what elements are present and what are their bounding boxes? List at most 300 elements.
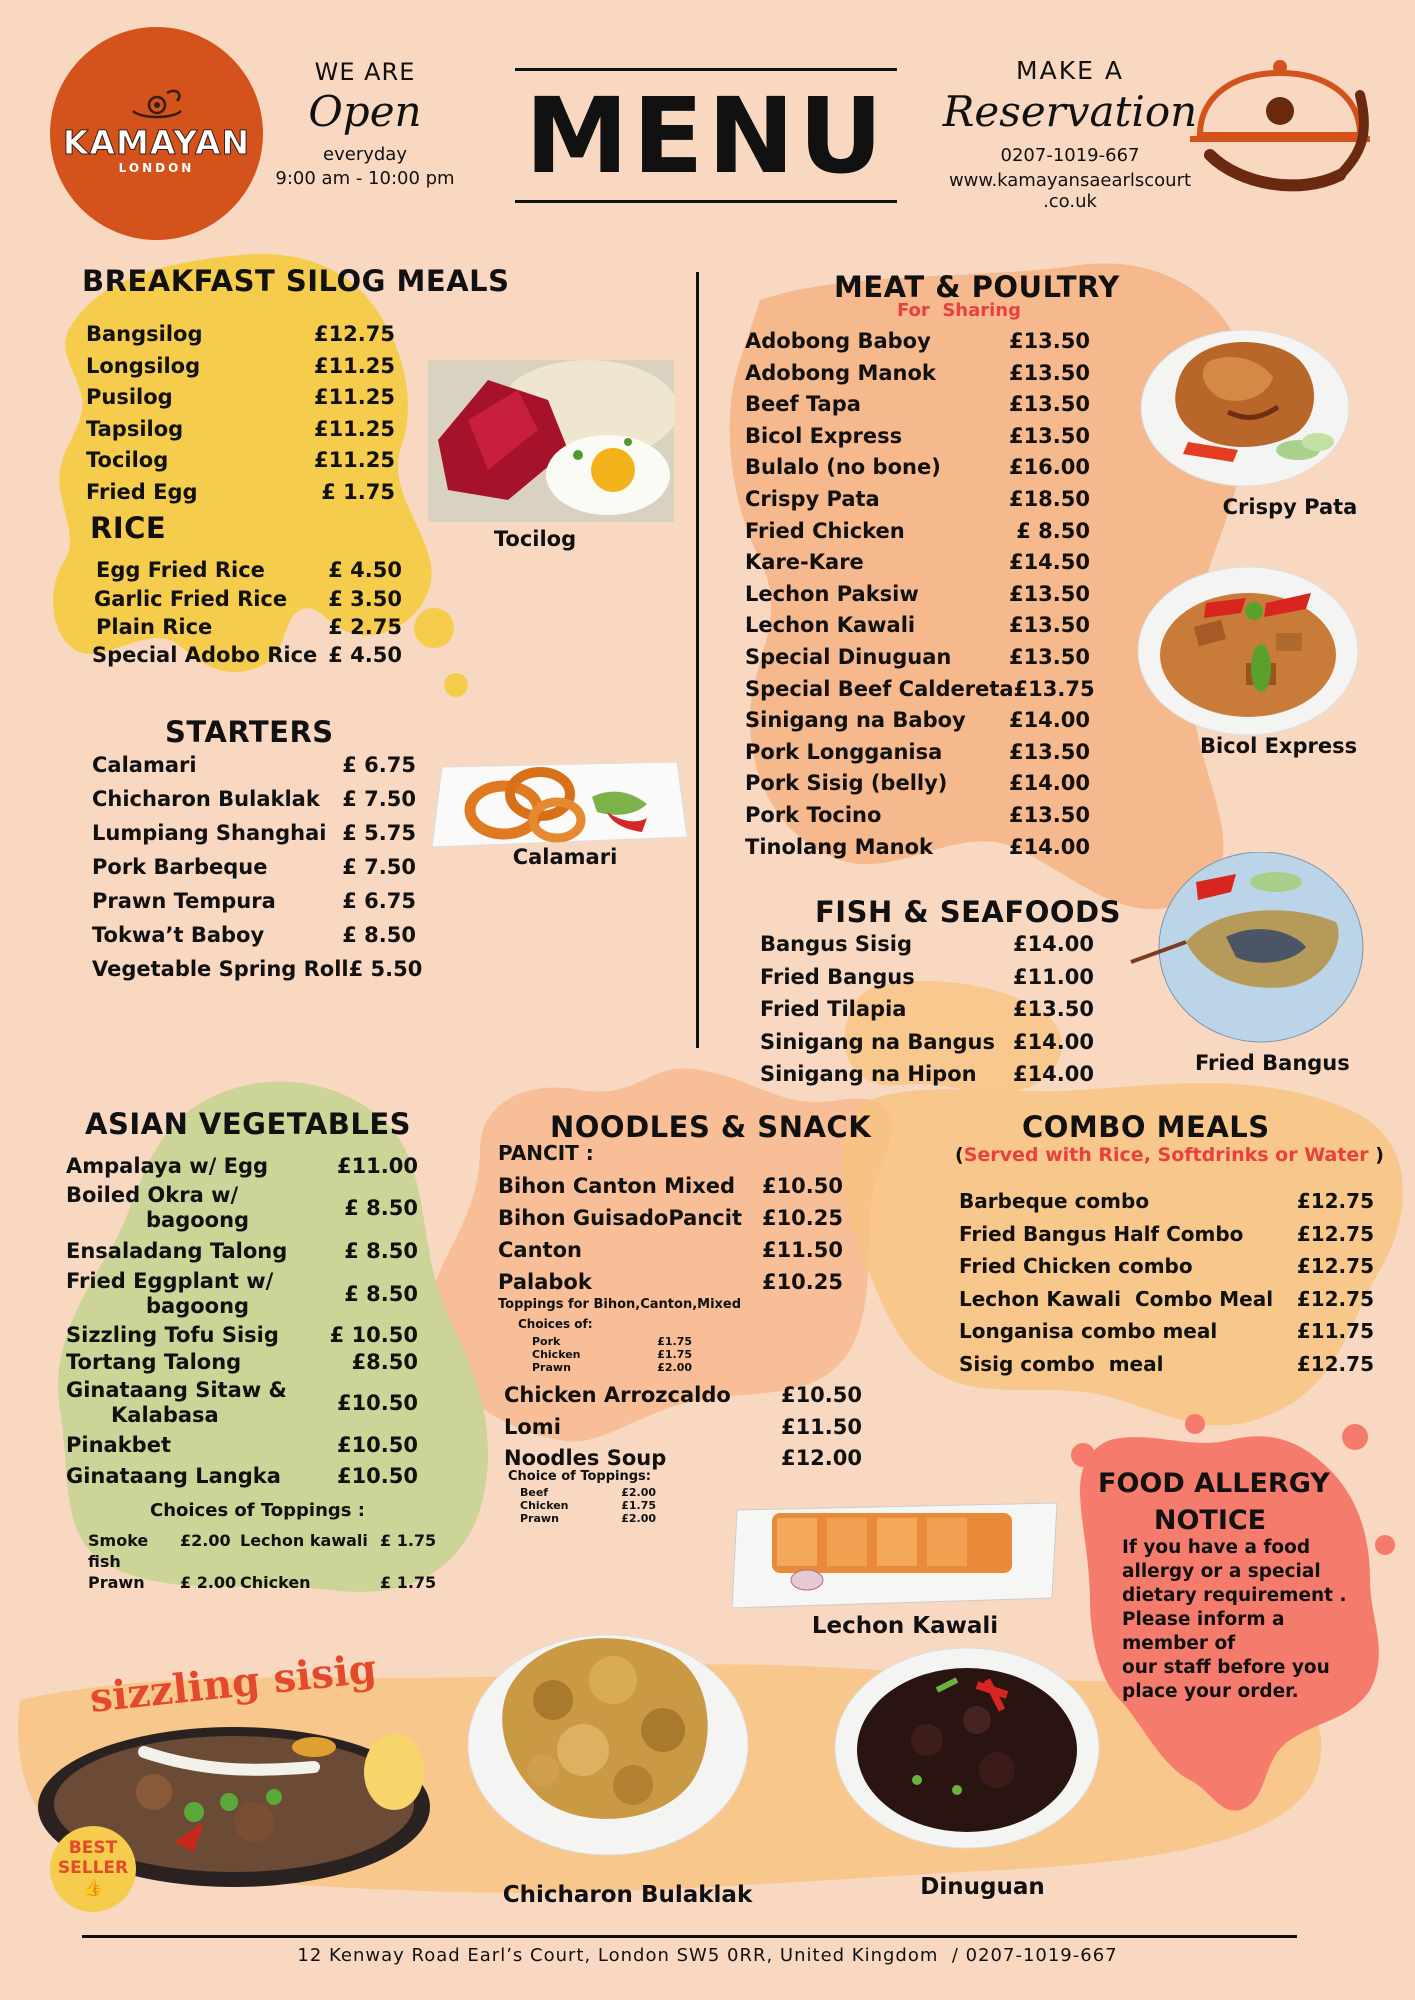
meat-title: MEAT & POULTRY [834, 270, 1120, 304]
choice-price: £2.00 [657, 1361, 692, 1374]
item-price: £13.50 [1008, 360, 1090, 385]
item-price: £12.75 [1296, 1254, 1374, 1278]
item-price: £14.00 [1012, 1029, 1094, 1054]
menu-item [745, 421, 1090, 453]
noodle-choices [532, 1335, 692, 1374]
footer-address: 12 Kenway Road Earl’s Court, London SW5 0RR, United Kingdom / 0207-1019-667 [297, 1945, 1118, 1966]
item-name-line2: bagoong [146, 1294, 250, 1318]
menu-item [745, 642, 1090, 674]
item-name: Fried Chicken [745, 518, 905, 543]
item-name: Adobong Manok [745, 360, 936, 385]
fish-section [815, 895, 1121, 929]
item-price: £11.25 [313, 353, 395, 378]
combo-subtitle [955, 1144, 1384, 1166]
allergy-title-2: NOTICE [1153, 1505, 1267, 1536]
fish-title: FISH & SEAFOODS [815, 895, 1121, 929]
noodles-title: NOODLES & SNACK [550, 1110, 872, 1144]
brand-logo[interactable] [50, 27, 263, 240]
item-name: Sizzling Tofu Sisig [66, 1323, 279, 1347]
item-name: Tocilog [86, 448, 169, 472]
item-price: £10.50 [761, 1174, 843, 1198]
item-name: Special Dinuguan [745, 644, 952, 669]
menu-item [760, 928, 1094, 961]
combo-sub-close: ) [1368, 1144, 1384, 1166]
menu-item [745, 326, 1090, 358]
menu-item [745, 484, 1090, 516]
menu-item [745, 832, 1090, 864]
item-name: Tapsilog [86, 416, 184, 441]
item-name: Calamari [92, 753, 197, 777]
topping-price: £ 1.75 [380, 1573, 437, 1592]
breakfast-title: BREAKFAST SILOG MEALS [82, 264, 510, 298]
hours-open: Open [308, 87, 422, 136]
item-price: £18.50 [1008, 486, 1090, 511]
vegetables-list [66, 1152, 418, 1492]
noodles-section [550, 1110, 871, 1144]
column-divider [696, 272, 699, 1048]
menu-item [66, 1180, 418, 1236]
rice-list [92, 556, 402, 671]
starters-list [92, 748, 423, 986]
menu-item [498, 1266, 843, 1298]
menu-item [92, 884, 416, 918]
menu-item [92, 850, 416, 884]
menu-item [745, 516, 1090, 548]
combo-sub-text: Served with Rice, Softdrinks or Water [963, 1144, 1369, 1166]
menu-item [760, 1058, 1094, 1091]
allergy-line: dietary requirement . [1122, 1585, 1347, 1606]
topping-row [88, 1530, 440, 1572]
choice-name: Pork [532, 1335, 561, 1348]
item-name: Adobong Baboy [745, 329, 931, 353]
veg-toppings-title: Choices of Toppings : [150, 1500, 365, 1521]
item-price: £11.00 [1012, 964, 1094, 989]
noodles-list [498, 1170, 843, 1298]
menu-item [92, 816, 416, 850]
item-price: £ 10.50 [329, 1323, 418, 1347]
soup-toppings [520, 1486, 656, 1525]
item-price: £16.00 [1008, 455, 1090, 480]
noodle-choices-label: Choices of: [518, 1317, 593, 1331]
opening-hours [270, 58, 460, 189]
menu-item [86, 445, 395, 477]
choice-name: Chicken [520, 1499, 569, 1512]
item-name: Sinigang na Baboy [745, 708, 966, 733]
footer-rule [82, 1935, 1297, 1938]
menu-item [66, 1152, 418, 1180]
item-name: Garlic Fried Rice [94, 587, 288, 611]
item-price: £12.75 [1296, 1221, 1374, 1246]
best-seller-line2: SELLER [57, 1858, 129, 1878]
item-name: Lomi [504, 1414, 561, 1439]
menu-item [745, 358, 1090, 390]
item-price: £ 5.50 [348, 957, 423, 981]
item-name: Prawn Tempura [92, 889, 276, 913]
noodle-toppings-note: Toppings for Bihon,Canton,Mixed [498, 1297, 742, 1312]
item-name: Longsilog [86, 353, 201, 378]
brand-sub: LONDON [118, 160, 195, 175]
item-name-line2: Kalabasa [111, 1403, 219, 1427]
menu-item [504, 1412, 862, 1444]
best-seller-line1: BEST [68, 1838, 118, 1858]
breakfast-list [86, 319, 395, 508]
item-name: Tokwa’t Baboy [92, 923, 265, 947]
reservation-web2[interactable]: .co.uk [1043, 191, 1097, 212]
combo-section [1022, 1110, 1270, 1144]
item-price: £13.50 [1008, 644, 1090, 669]
item-price: £13.50 [1008, 613, 1090, 638]
menu-item [86, 319, 395, 351]
item-price: £13.50 [1008, 423, 1090, 448]
menu-item [745, 452, 1090, 484]
item-name: Pork Barbeque [92, 855, 268, 879]
dinuguan-photo [827, 1640, 1107, 1865]
item-name: Special Adobo Rice [92, 643, 318, 667]
chicharon-caption: Chicharon Bulaklak [502, 1882, 753, 1908]
item-price: £ 4.50 [328, 643, 402, 667]
reservation-script: Reservation [942, 87, 1198, 136]
menu-item [745, 800, 1090, 832]
item-name: Sinigang na Bangus [760, 1029, 996, 1054]
calamari-caption: Calamari [512, 845, 618, 869]
allergy-line: place your order. [1122, 1681, 1299, 1702]
noodles-list-2 [504, 1380, 862, 1475]
bicol-express-photo [1136, 563, 1361, 738]
choice-name: Prawn [520, 1512, 559, 1525]
rice-section [90, 511, 166, 545]
menu-title-rule-top [515, 68, 897, 71]
choice-price: £2.00 [621, 1486, 656, 1499]
reservation [920, 56, 1220, 212]
item-name: Pork Longganisa [745, 739, 943, 764]
menu-item [498, 1202, 843, 1234]
item-name: Lechon Paksiw [745, 581, 919, 606]
menu-item [760, 1026, 1094, 1059]
item-price: £11.25 [313, 416, 395, 441]
item-name: Chicken Arrozcaldo [504, 1383, 731, 1407]
item-price: £10.25 [761, 1270, 843, 1294]
item-price: £ 8.50 [344, 1281, 418, 1306]
hours-line1: WE ARE [314, 58, 416, 86]
allergy-text [1122, 1536, 1350, 1704]
item-price: £10.50 [780, 1383, 862, 1407]
menu-item [92, 782, 416, 816]
item-price: £ 1.75 [321, 479, 395, 504]
item-name: Vegetable Spring Roll [92, 957, 349, 981]
item-price: £ 7.50 [342, 855, 416, 879]
topping-name: Chicken [240, 1573, 311, 1592]
fried-bangus-caption: Fried Bangus [1195, 1051, 1350, 1075]
item-name: Fried Eggplant w/ [66, 1269, 274, 1293]
item-name: Pork Tocino [745, 802, 882, 827]
reservation-web1[interactable]: www.kamayansaearlscourt [948, 170, 1192, 191]
item-price: £ 8.50 [344, 1238, 418, 1263]
menu-item [86, 382, 395, 414]
lechon-kawali-photo [732, 1498, 1062, 1613]
soup-toppings-label: Choice of Toppings: [508, 1469, 651, 1484]
item-name: Palabok [498, 1270, 592, 1294]
choice-row [532, 1348, 692, 1361]
menu-item [66, 1236, 418, 1266]
item-price: £14.00 [1012, 932, 1094, 956]
menu-item [745, 579, 1090, 611]
menu-item [745, 389, 1090, 421]
item-name: Tinolang Manok [745, 834, 933, 859]
item-name: Fried Tilapia [760, 997, 907, 1021]
menu-item [92, 614, 402, 640]
menu-item [745, 547, 1090, 579]
item-name: Pusilog [86, 385, 173, 409]
combo-list [959, 1185, 1374, 1380]
hours-time: 9:00 am - 10:00 pm [275, 168, 455, 189]
item-price: £12.00 [780, 1446, 862, 1470]
item-name: Bangus Sisig [760, 932, 912, 956]
menu-title: MENU [524, 75, 888, 197]
item-price: £10.50 [336, 1463, 418, 1488]
item-name: Ginataang Langka [66, 1463, 281, 1488]
lechon-kawali-caption: Lechon Kawali [811, 1613, 999, 1639]
item-price: £ 2.75 [328, 615, 402, 639]
serving-cloche-icon [1180, 55, 1380, 205]
item-name: Fried Bangus Half Combo [959, 1221, 1244, 1246]
item-price: £13.50 [1012, 997, 1094, 1021]
menu-item [66, 1349, 418, 1376]
menu-item [66, 1266, 418, 1322]
item-price: £11.25 [313, 385, 395, 409]
item-name: Bulalo (no bone) [745, 455, 941, 480]
item-price: £13.50 [1008, 581, 1090, 606]
item-name: Plain Rice [96, 615, 213, 639]
item-name: Sisig combo meal [959, 1351, 1164, 1376]
fish-list [760, 928, 1094, 1091]
menu-item [959, 1315, 1374, 1348]
menu-item [745, 705, 1090, 737]
menu-item [86, 477, 395, 509]
item-name: Bangsilog [86, 322, 203, 346]
item-name: Noodles Soup [504, 1446, 667, 1470]
topping-name: Prawn [88, 1573, 145, 1592]
item-price: £11.00 [336, 1153, 418, 1178]
item-price: £11.50 [780, 1414, 862, 1439]
menu-item [66, 1430, 418, 1460]
item-name-line2: bagoong [146, 1208, 250, 1232]
item-price: £12.75 [1296, 1351, 1374, 1376]
item-name: Bicol Express [745, 423, 903, 448]
menu-title-rule-bottom [515, 200, 897, 203]
item-price: £ 4.50 [328, 558, 402, 582]
item-name: Longanisa combo meal [959, 1319, 1218, 1343]
item-name: Lechon Kawali [745, 613, 916, 638]
allergy-line: If you have a food [1122, 1537, 1311, 1558]
item-name: Ensaladang Talong [66, 1238, 288, 1263]
menu-item [959, 1348, 1374, 1381]
combo-sub-open: ( [955, 1144, 964, 1166]
item-price: £12.75 [1296, 1286, 1374, 1311]
menu-item [760, 961, 1094, 994]
bicol-express-caption: Bicol Express [1200, 734, 1358, 758]
pancit-label: PANCIT : [498, 1141, 594, 1165]
topping-price: £2.00 [180, 1531, 231, 1550]
item-price: £ 8.50 [344, 1195, 418, 1220]
tocilog-photo [428, 360, 674, 522]
menu-item [66, 1460, 418, 1492]
item-price: £ 6.75 [342, 753, 416, 777]
item-name: Sinigang na Hipon [760, 1062, 977, 1086]
item-price: £ 8.50 [1016, 518, 1090, 543]
menu-item [745, 737, 1090, 769]
choice-price: £1.75 [657, 1335, 692, 1348]
tocilog-caption: Tocilog [493, 527, 577, 551]
allergy-notice [1090, 1468, 1350, 1704]
item-name: Canton [498, 1238, 582, 1262]
allergy-line: member of [1122, 1633, 1236, 1654]
topping-name: Smoke fish [88, 1531, 149, 1571]
item-price: £12.75 [313, 322, 395, 346]
topping-row [88, 1572, 440, 1593]
menu-item [92, 640, 402, 671]
meat-section [834, 270, 1120, 321]
item-name: Pork Sisig (belly) [745, 771, 948, 796]
choice-name: Beef [520, 1486, 549, 1499]
menu-item [92, 585, 402, 614]
menu-item [92, 952, 423, 986]
item-price: £8.50 [351, 1350, 418, 1374]
dinuguan-caption: Dinuguan [920, 1874, 1045, 1900]
item-price: £13.50 [1008, 329, 1090, 353]
tocilog-illustration [428, 360, 674, 522]
item-name: Lumpiang Shanghai [92, 821, 327, 845]
item-price: £10.50 [336, 1432, 418, 1457]
topping-price: £ 1.75 [380, 1531, 437, 1550]
item-name: Egg Fried Rice [96, 558, 265, 582]
allergy-line: our staff before you [1122, 1657, 1330, 1678]
menu-item [504, 1380, 862, 1412]
menu-item [92, 918, 416, 952]
menu-item [92, 748, 416, 782]
reservation-phone[interactable]: 0207-1019-667 [1000, 145, 1140, 166]
item-price: £14.00 [1008, 708, 1090, 733]
menu-item [745, 768, 1090, 800]
starters-title: STARTERS [165, 715, 334, 749]
brand-name: KAMAYAN [62, 122, 251, 162]
item-name: Fried Bangus [760, 964, 915, 989]
menu-item [498, 1234, 843, 1266]
rice-title: RICE [90, 511, 167, 545]
meat-list [745, 326, 1095, 863]
item-name: Barbeque combo [959, 1189, 1150, 1213]
choice-row [532, 1335, 692, 1348]
item-price: £10.50 [336, 1390, 418, 1415]
menu-item [86, 414, 395, 446]
item-name: Bihon GuisadoPancit [498, 1206, 742, 1230]
item-name: Pinakbet [66, 1432, 171, 1457]
item-price: £11.50 [761, 1238, 843, 1262]
vegetables-title: ASIAN VEGETABLES [85, 1107, 412, 1141]
item-price: £13.75 [1013, 676, 1095, 701]
logo-emblem-icon [127, 85, 187, 125]
item-price: £11.25 [313, 448, 395, 472]
choice-row [532, 1361, 692, 1374]
allergy-line: allergy or a special [1122, 1561, 1321, 1582]
item-name: Fried Egg [86, 479, 198, 504]
item-name: Crispy Pata [745, 486, 880, 511]
reservation-line1: MAKE A [1016, 56, 1124, 85]
item-name: Fried Chicken combo [959, 1254, 1193, 1278]
best-seller-badge [50, 1826, 136, 1912]
item-price: £ 7.50 [342, 787, 416, 811]
vegetables-section [85, 1107, 411, 1141]
item-name: Boiled Okra w/ [66, 1183, 239, 1207]
menu-item [745, 610, 1090, 642]
item-price: £12.75 [1296, 1189, 1374, 1213]
sizzling-sisig-caption: sizzling sisig [87, 1645, 379, 1722]
item-name: Tortang Talong [66, 1350, 242, 1374]
veg-toppings [88, 1530, 440, 1593]
item-price: £ 5.75 [342, 821, 416, 845]
choice-row [520, 1499, 656, 1512]
menu-item [66, 1376, 418, 1430]
breakfast-section [82, 264, 510, 298]
item-name: Special Beef Caldereta [745, 676, 1014, 701]
item-price: £13.50 [1008, 739, 1090, 764]
item-price: £13.50 [1008, 392, 1090, 417]
choice-row [520, 1512, 656, 1525]
choice-price: £1.75 [621, 1499, 656, 1512]
item-name: Beef Tapa [745, 392, 861, 417]
menu-item [760, 993, 1094, 1026]
combo-title: COMBO MEALS [1022, 1110, 1270, 1144]
allergy-title-1: FOOD ALLERGY [1098, 1468, 1330, 1499]
menu-item [86, 351, 395, 383]
starters-section [165, 715, 334, 749]
choice-price: £2.00 [621, 1512, 656, 1525]
item-name: Ginataang Sitaw & [66, 1378, 287, 1402]
calamari-photo [432, 752, 694, 852]
menu-item [745, 674, 1095, 706]
item-name: Kare-Kare [745, 550, 864, 575]
item-price: £11.75 [1296, 1319, 1374, 1343]
item-price: £14.00 [1012, 1062, 1094, 1086]
item-name: Ampalaya w/ Egg [66, 1153, 269, 1178]
item-price: £ 8.50 [342, 923, 416, 947]
menu-item [66, 1322, 418, 1349]
choice-name: Chicken [532, 1348, 581, 1361]
thumbs-up-icon: 👍 [83, 1878, 103, 1897]
allergy-line: Please inform a [1122, 1609, 1285, 1630]
item-price: £14.00 [1008, 771, 1090, 796]
item-price: £13.50 [1008, 802, 1090, 827]
hours-everyday: everyday [323, 144, 407, 165]
item-name: Lechon Kawali Combo Meal [959, 1286, 1274, 1311]
item-name: Bihon Canton Mixed [498, 1174, 736, 1198]
menu-item [959, 1283, 1374, 1316]
crispy-pata-caption: Crispy Pata [1222, 495, 1358, 519]
choice-price: £1.75 [657, 1348, 692, 1361]
choice-name: Prawn [532, 1361, 571, 1374]
topping-name: Lechon kawali [240, 1531, 368, 1550]
item-price: £ 3.50 [328, 587, 402, 611]
item-name: Chicharon Bulaklak [92, 787, 320, 811]
chicharon-bulaklak-photo [463, 1620, 753, 1860]
item-price: £ 6.75 [342, 889, 416, 913]
meat-subtitle: For Sharing [896, 300, 1021, 321]
item-price: £10.25 [761, 1206, 843, 1230]
crispy-pata-photo [1138, 322, 1353, 492]
menu-item [959, 1250, 1374, 1283]
menu-item [498, 1170, 843, 1202]
choice-row [520, 1486, 656, 1499]
item-price: £14.50 [1008, 550, 1090, 575]
